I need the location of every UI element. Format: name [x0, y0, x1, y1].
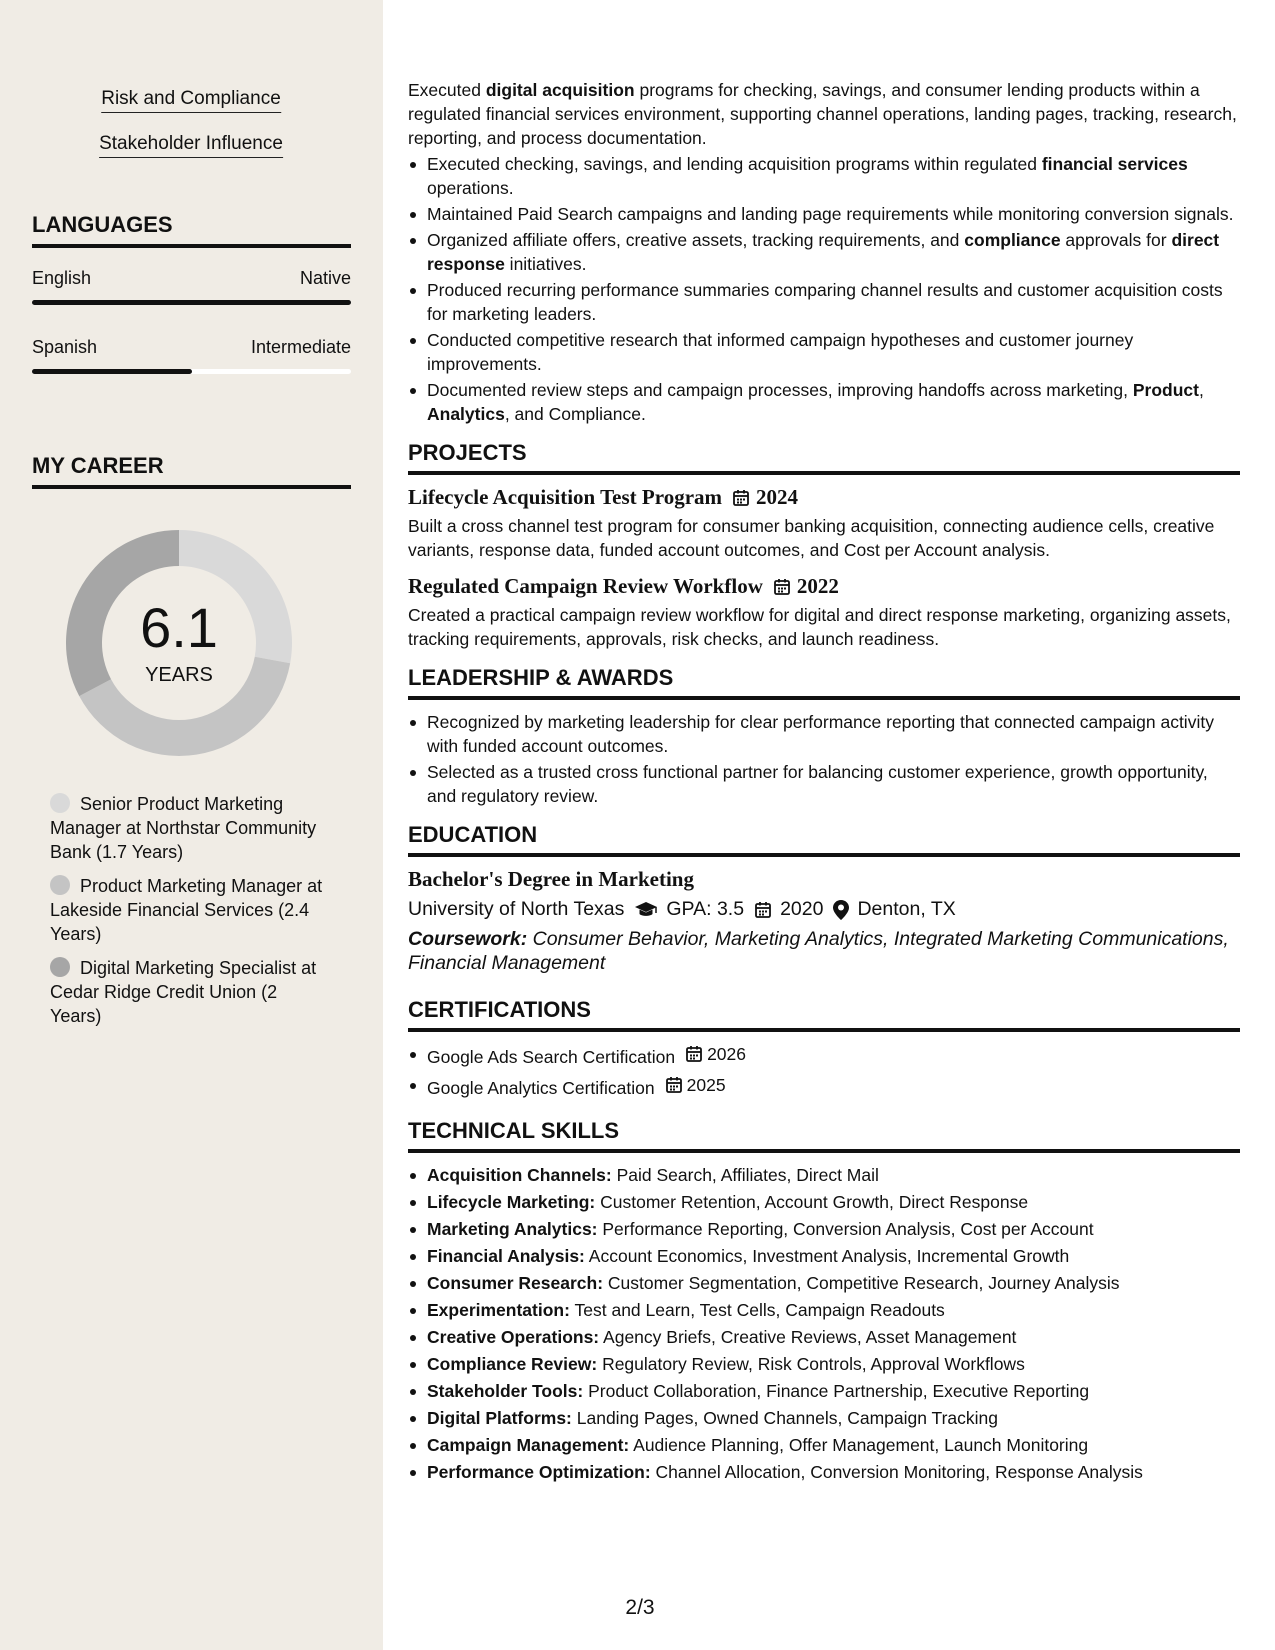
list-item — [408, 152, 1240, 200]
language-proficiency-fill — [32, 300, 351, 305]
legend-dot-icon — [50, 957, 70, 977]
list-item — [408, 1271, 1240, 1295]
skill-category: Stakeholder Tools: — [427, 1381, 584, 1401]
location — [833, 898, 955, 921]
skill-values: Regulatory Review, Risk Controls, Approval Workflows — [597, 1354, 1025, 1374]
list-item — [408, 378, 1240, 426]
coursework-text: Consumer Behavior, Marketing Analytics, Integrated Marketing Communications, Financial Management — [408, 928, 1229, 974]
calendar-icon — [732, 489, 750, 507]
project-year-text: 2024 — [756, 485, 799, 509]
gpa — [634, 898, 744, 921]
list-item — [408, 1217, 1240, 1241]
skill-values: Customer Segmentation, Competitive Research, Journey Analysis — [603, 1273, 1120, 1293]
skill-values: Performance Reporting, Conversion Analysis, Cost per Account — [597, 1219, 1094, 1239]
text: Documented review steps and campaign processes, improving handoffs across marketing, — [427, 380, 1133, 400]
calendar-icon — [754, 901, 772, 919]
legend-dot-icon — [50, 793, 70, 813]
page-number: 2/3 — [625, 1596, 655, 1619]
skill-category: Experimentation: — [427, 1300, 570, 1320]
certifications-list — [408, 1042, 1240, 1100]
location-text: Denton, TX — [857, 898, 956, 920]
skill-values: Account Economics, Investment Analysis, Incremental Growth — [584, 1246, 1070, 1266]
degree-title: Bachelor's Degree in Marketing — [408, 867, 694, 891]
list-item — [408, 1406, 1240, 1430]
project-year-text: 2022 — [796, 574, 839, 598]
career-item-text: Senior Product Marketing Manager at Northstar Community Bank (1.7 Years) — [50, 794, 317, 862]
coursework — [408, 927, 1240, 975]
certifications-heading: CERTIFICATIONS — [408, 997, 1240, 1032]
school-name: University of North Texas — [408, 898, 625, 920]
map-pin-icon — [833, 900, 849, 920]
language-level: Native — [299, 268, 351, 288]
language-proficiency-bar — [32, 369, 351, 374]
projects-heading: PROJECTS — [408, 440, 1240, 475]
text: initiatives. — [504, 254, 587, 274]
skill-category: Campaign Management: — [427, 1435, 630, 1455]
skill-values: Agency Briefs, Creative Reviews, Asset Management — [599, 1327, 1017, 1347]
project-year — [732, 485, 798, 510]
skill-values: Landing Pages, Owned Channels, Campaign Tracking — [571, 1408, 998, 1428]
project-item — [408, 574, 1240, 651]
skill-category: Acquisition Channels: — [427, 1165, 612, 1185]
language-row — [32, 337, 351, 358]
career-item-text: Digital Marketing Specialist at Cedar Ridge Credit Union (2 Years) — [50, 958, 317, 1026]
skill-values: Test and Learn, Test Cells, Campaign Readouts — [569, 1300, 945, 1320]
list-item: Selected as a trusted cross functional partner for balancing customer experience, growth opportunity, and regulatory review. — [408, 760, 1240, 808]
language-proficiency-fill — [32, 369, 192, 374]
career-item — [50, 874, 325, 946]
graduation-year — [754, 898, 823, 921]
language-name: English — [32, 268, 92, 288]
list-item — [408, 1042, 1240, 1069]
calendar-icon — [685, 1045, 703, 1063]
list-item — [408, 1190, 1240, 1214]
career-heading: MY CAREER — [32, 453, 351, 489]
list-item — [408, 1298, 1240, 1322]
text: , and Compliance. — [504, 404, 646, 424]
bold-text: direct response — [427, 230, 1220, 274]
project-title: Regulated Campaign Review Workflow — [408, 574, 763, 598]
list-item — [408, 228, 1240, 276]
skill-values: Customer Retention, Account Growth, Direct Response — [595, 1192, 1029, 1212]
text: Executed checking, savings, and lending acquisition programs within regulated — [427, 154, 1042, 174]
project-title-row — [408, 574, 1240, 599]
project-description: Built a cross channel test program for consumer banking acquisition, connecting audience cells, creative variants, response data, funded account outcomes, and Cost per Account analysis. — [408, 516, 1215, 560]
text: operations. — [427, 178, 514, 198]
cert-year — [665, 1073, 726, 1097]
career-donut-chart — [66, 530, 292, 756]
text: , — [1199, 380, 1204, 400]
cert-year — [685, 1042, 746, 1066]
list-item: Conducted competitive research that informed campaign hypotheses and customer journey improvements. — [408, 328, 1240, 376]
skill-category: Performance Optimization: — [427, 1462, 651, 1482]
leadership-heading: LEADERSHIP & AWARDS — [408, 665, 1240, 700]
skill-values: Channel Allocation, Conversion Monitoring, Response Analysis — [650, 1462, 1143, 1482]
project-title-row — [408, 485, 1240, 510]
languages-heading: LANGUAGES — [32, 212, 351, 248]
cert-year-text: 2025 — [686, 1075, 726, 1095]
career-total-years: 6.1 — [140, 596, 218, 659]
list-item — [408, 1325, 1240, 1349]
education-heading: EDUCATION — [408, 822, 1240, 857]
skill-category: Consumer Research: — [427, 1273, 604, 1293]
experience-intro — [408, 78, 1240, 150]
bold-text: compliance — [964, 230, 1061, 250]
skill-values: Audience Planning, Offer Management, Launch Monitoring — [629, 1435, 1089, 1455]
leadership-list — [408, 710, 1240, 808]
list-item — [408, 1073, 1240, 1100]
career-list — [50, 792, 325, 1038]
career-item — [50, 956, 325, 1028]
graduation-year-text: 2020 — [780, 898, 824, 920]
skill-category: Marketing Analytics: — [427, 1219, 598, 1239]
skill-values: Product Collaboration, Finance Partnership, Executive Reporting — [583, 1381, 1090, 1401]
career-total-unit: YEARS — [145, 664, 213, 686]
graduation-cap-icon — [634, 901, 658, 919]
skill-category: Digital Platforms: — [427, 1408, 572, 1428]
bold-text: Product — [1132, 380, 1199, 400]
list-item — [408, 1433, 1240, 1457]
project-item — [408, 485, 1240, 562]
list-item: Maintained Paid Search campaigns and landing page requirements while monitoring conversion signals. — [408, 202, 1240, 226]
language-row — [32, 268, 351, 289]
text: programs for checking, savings, and consumer lending products within a regulated financial services environment, supporting channel operations, landing pages, tracking, research, reporting, and process documentation. — [408, 80, 1237, 148]
project-description: Created a practical campaign review workflow for digital and direct response marketing, organizing assets, tracking requirements, approvals, risk checks, and launch readiness. — [408, 605, 1231, 649]
list-item — [408, 1352, 1240, 1376]
calendar-icon — [773, 578, 791, 596]
skill-values: Paid Search, Affiliates, Direct Mail — [611, 1165, 879, 1185]
skill-category: Lifecycle Marketing: — [427, 1192, 596, 1212]
skill-tag: Risk and Compliance — [101, 88, 281, 113]
gpa-text: GPA: 3.5 — [666, 898, 745, 920]
skill-tag: Stakeholder Influence — [99, 133, 283, 158]
legend-dot-icon — [50, 875, 70, 895]
career-item-text: Product Marketing Manager at Lakeside Financial Services (2.4 Years) — [50, 876, 323, 944]
list-item — [408, 1379, 1240, 1403]
bold-text: Analytics — [427, 404, 505, 424]
technical-skills-list — [408, 1163, 1240, 1484]
text: approvals for — [1060, 230, 1172, 250]
experience-bullets — [408, 152, 1240, 426]
list-item — [408, 1460, 1240, 1484]
text: Organized affiliate offers, creative assets, tracking requirements, and — [427, 230, 965, 250]
career-item — [50, 792, 325, 864]
language-name: Spanish — [32, 337, 98, 357]
cert-year-text: 2026 — [707, 1044, 746, 1064]
bold-text: digital acquisition — [485, 80, 635, 100]
bold-text: financial services — [1041, 154, 1188, 174]
technical-skills-heading: TECHNICAL SKILLS — [408, 1118, 1240, 1153]
sidebar — [0, 0, 383, 1650]
skill-category: Compliance Review: — [427, 1354, 598, 1374]
language-level: Intermediate — [250, 337, 351, 357]
skill-category: Financial Analysis: — [427, 1246, 585, 1266]
language-proficiency-bar — [32, 300, 351, 305]
cert-name: Google Analytics Certification — [427, 1078, 655, 1098]
calendar-icon — [665, 1076, 683, 1094]
list-item — [408, 1163, 1240, 1187]
main-content — [408, 78, 1240, 1487]
coursework-label: Coursework: — [408, 928, 528, 950]
education-details — [408, 898, 1240, 921]
list-item: Recognized by marketing leadership for clear performance reporting that connected campaign activity with funded account outcomes. — [408, 710, 1240, 758]
text: Executed — [408, 80, 486, 100]
list-item — [408, 1244, 1240, 1268]
project-year — [773, 574, 839, 599]
project-title: Lifecycle Acquisition Test Program — [408, 485, 723, 509]
skill-category: Creative Operations: — [427, 1327, 600, 1347]
list-item: Produced recurring performance summaries comparing channel results and customer acquisition costs for marketing leaders. — [408, 278, 1240, 326]
cert-name: Google Ads Search Certification — [427, 1047, 676, 1067]
